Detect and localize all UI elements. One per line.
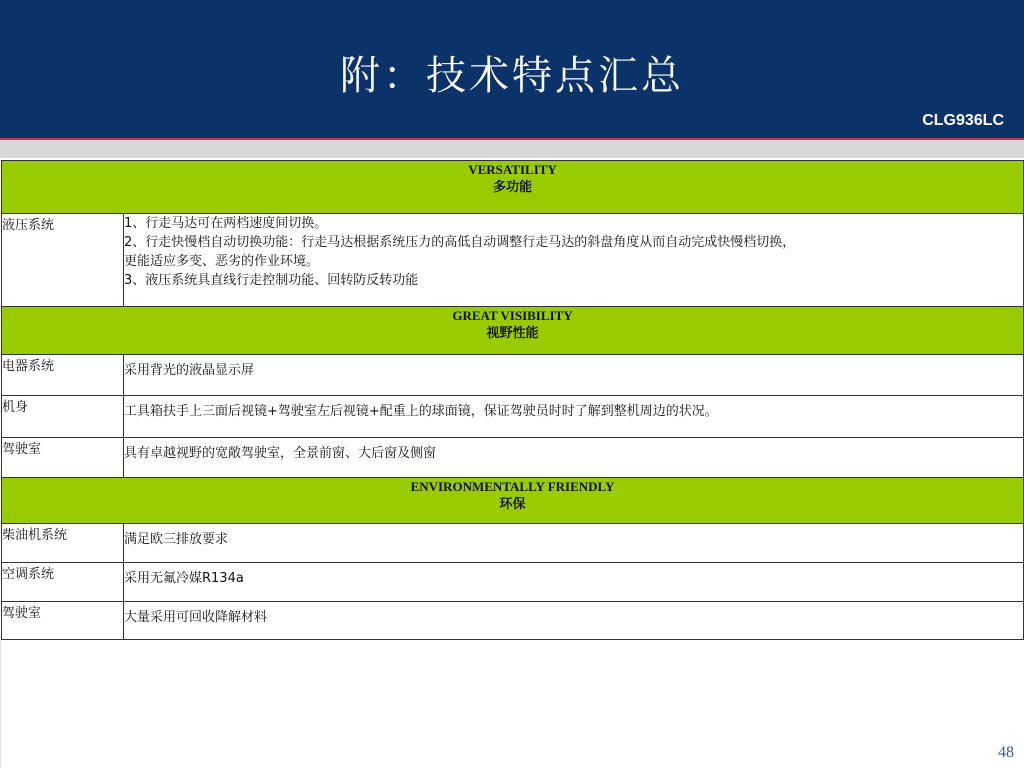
table-row [2, 396, 1024, 438]
section-header-row [2, 161, 1024, 214]
row-value [124, 438, 1024, 478]
section-header [2, 161, 1024, 214]
section-title-en: VERSATILITY [468, 162, 557, 177]
table-row [2, 602, 1024, 640]
value-line: 更能适应多变、恶劣的作业环境。 [124, 254, 320, 269]
row-label: 柴油机系统 [2, 524, 124, 563]
value-line: 采用背光的液晶显示屏 [124, 363, 255, 378]
section-title-zh: 多功能 [492, 180, 532, 195]
row-label: 机身 [2, 396, 124, 438]
value-line: 具有卓越视野的宽敞驾驶室，全景前窗、大后窗及侧窗 [124, 446, 437, 461]
value-line: 2、行走快慢档自动切换功能：行走马达根据系统压力的高低自动调整行走马达的斜盘角度从而自动完成快慢档切换， [124, 235, 796, 250]
row-value [124, 602, 1024, 640]
section-header [2, 478, 1024, 524]
section-title-en: ENVIRONMENTALLY FRIENDLY [410, 479, 615, 494]
value-line: 1、行走马达可在两档速度间切换。 [124, 216, 328, 231]
row-value [124, 355, 1024, 396]
section-header-row [2, 307, 1024, 355]
header-shadow-band [0, 140, 1024, 158]
row-value [124, 214, 1024, 307]
row-label: 驾驶室 [2, 438, 124, 478]
table-row [2, 214, 1024, 307]
value-line: 大量采用可回收降解材料 [124, 610, 268, 625]
row-value [124, 396, 1024, 438]
page-number: 48 [998, 744, 1014, 761]
table-row [2, 355, 1024, 396]
table-row [2, 524, 1024, 563]
section-header [2, 307, 1024, 355]
model-label: CLG936LC [922, 112, 1004, 129]
slide-header [0, 0, 1024, 138]
value-line: 3、液压系统具直线行走控制功能、回转防反转功能 [124, 273, 419, 288]
table-row [2, 438, 1024, 478]
slide-title: 附：技术特点汇总 [340, 53, 684, 99]
row-label: 电器系统 [2, 355, 124, 396]
value-line: 满足欧三排放要求 [124, 532, 229, 547]
table-row [2, 563, 1024, 602]
section-header-row [2, 478, 1024, 524]
value-line: 工具箱扶手上三面后视镜+驾驶室左后视镜+配重上的球面镜，保证驾驶员时时了解到整机周边的状况。 [124, 404, 718, 419]
section-title-en: GREAT VISIBILITY [452, 308, 573, 323]
left-border-line [0, 640, 1, 768]
section-title-zh: 视野性能 [486, 326, 539, 341]
row-label: 空调系统 [2, 563, 124, 602]
section-title-zh: 环保 [499, 497, 526, 512]
row-label: 液压系统 [2, 214, 124, 307]
spec-table [1, 160, 1024, 640]
row-value [124, 524, 1024, 563]
row-label: 驾驶室 [2, 602, 124, 640]
row-value [124, 563, 1024, 602]
value-line: 采用无氟冷媒R134a [124, 571, 244, 586]
